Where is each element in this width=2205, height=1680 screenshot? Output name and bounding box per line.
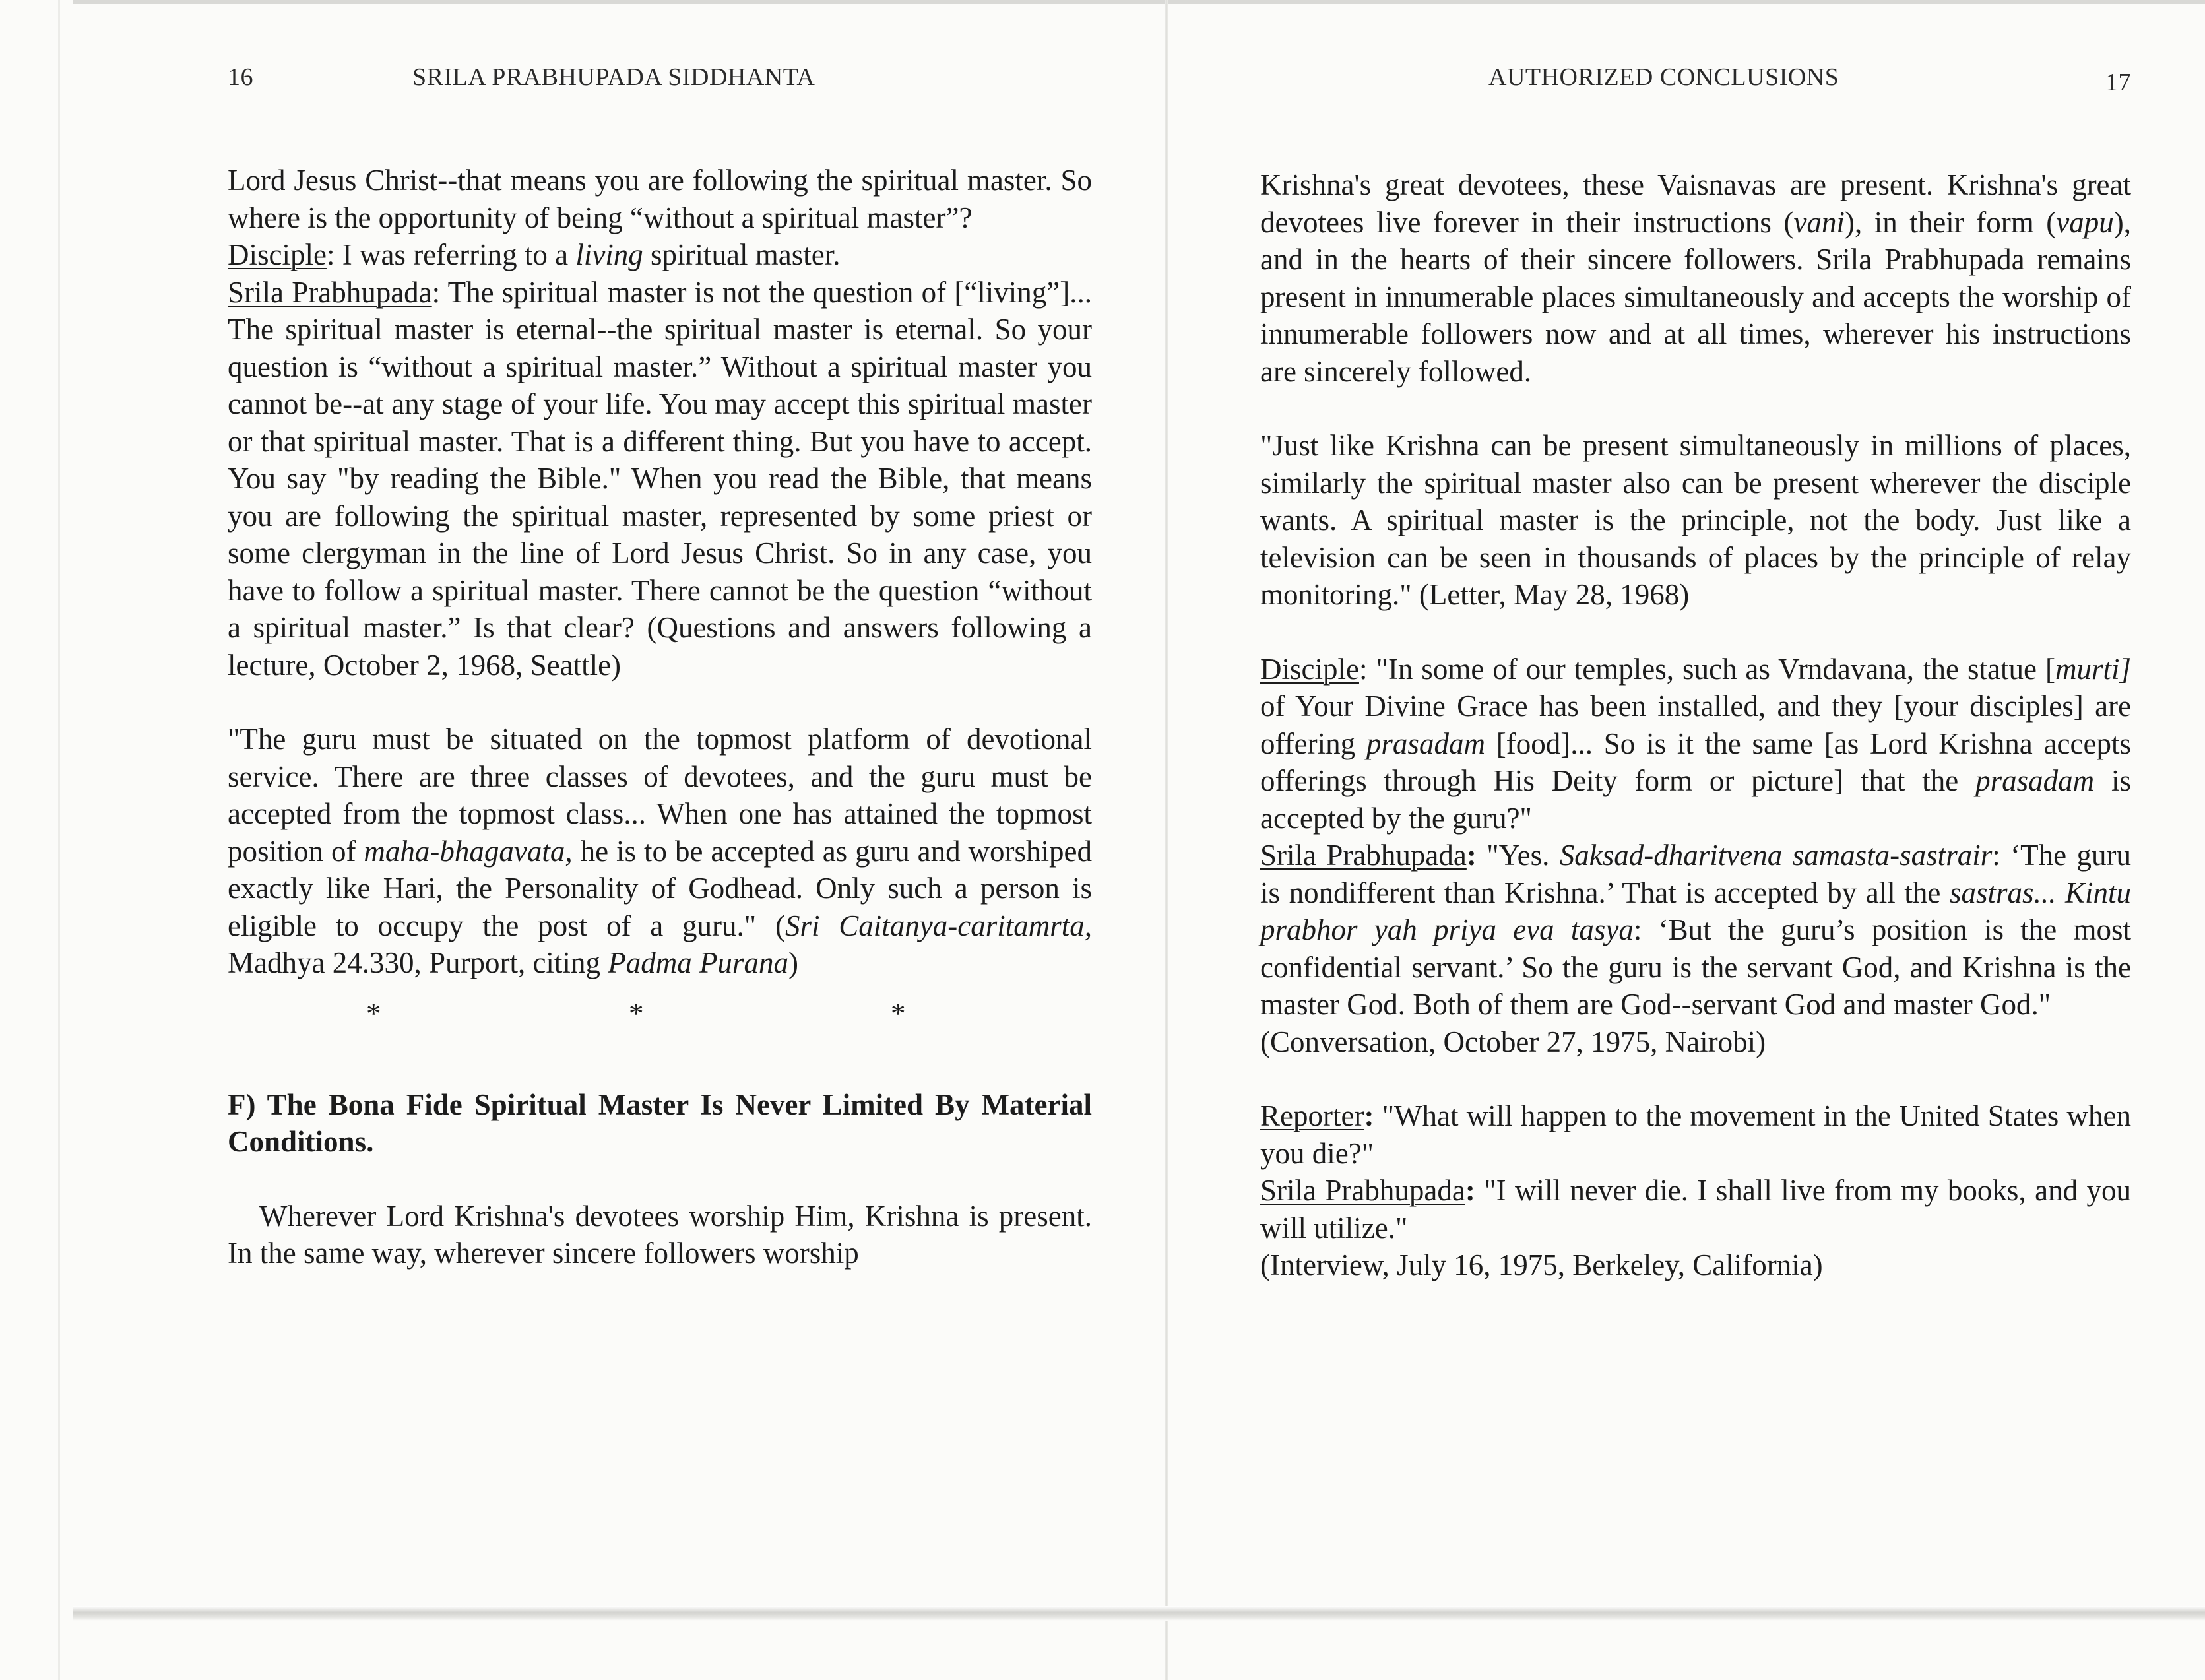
citation: (Interview, July 16, 1975, Berkeley, California) <box>1260 1248 1823 1281</box>
separator-star: * <box>629 996 644 1030</box>
running-title: AUTHORIZED CONCLUSIONS <box>1488 63 1839 91</box>
speaker-label: Srila Prabhupada <box>228 275 432 309</box>
right-page-body <box>1260 166 2131 1284</box>
running-title: SRILA PRABHUPADA SIDDHANTA <box>412 63 815 91</box>
paragraph: Krishna's great devotees, these Vaisnavas are present. Krishna's great devotees live forever in their instructions (vani), in their form (vapu), and in the hearts of their sincere followers. Srila Prabhupada remains present in innumerable places simultaneously and accepts the worship of innumerable followers now and at all times, wherever his instructions are sincerely followed. <box>1260 168 2131 388</box>
quotation-paragraph: "The guru must be situated on the topmost platform of devotional service. There are three classes of devotees, and the guru must be accepted from the topmost class... When one has attained the topmost position of maha-bhagavata, he is to be accepted as guru and worshiped exactly like Hari, the Personality of Godhead. Only such a person is eligible to occupy the post of a guru." (Sri Caitanya-caritamrta, Madhya 24.330, Purport, citing Padma Purana) <box>228 723 1092 979</box>
paragraph: Lord Jesus Christ--that means you are following the spiritual master. So where is the opportunity of being “without a spiritual master”? <box>228 164 1092 234</box>
page-number: 17 <box>2105 69 2131 96</box>
speaker-label: Srila Prabhupada <box>1260 839 1467 872</box>
speaker-label: Srila Prabhupada <box>1260 1174 1465 1207</box>
prabhupada-answer: Srila Prabhupada: The spiritual master is not the question of [“living”]... The spiritual master is eternal--the spiritual master is eternal. So your question is “without a spiritual master.” Without a spiritual master you cannot be--at any stage of your life. You may accept this spiritual master or that spiritual master. That is a different thing. But you have to accept. You say "by reading the Bible." When you read the Bible, that means you are following the spiritual master, represented by some priest or some clergyman in the line of Lord Jesus Christ. So in any case, you have to follow a spiritual master. There cannot be the question “without a spiritual master.” Is that clear? (Questions and answers following a lecture, October 2, 1968, Seattle) <box>228 275 1092 682</box>
bottom-edge-shadow <box>73 1606 2205 1621</box>
book-gutter <box>1165 0 1168 1680</box>
prabhupada-answer: Srila Prabhupada: "I will never die. I shall live from my books, and you will utilize." <box>1260 1174 2132 1244</box>
left-running-head <box>228 63 1092 102</box>
disciple-question: Disciple: "In some of our temples, such as Vrndavana, the statue [murti] of Your Divine Grace has been installed, and they [your disciples] are offering prasadam [food]... So is it the same [as Lord Krishna accepts offerings through His Deity form or picture] that the prasadam is accepted by the guru?" <box>1260 652 2131 835</box>
top-edge-shadow <box>73 0 2205 4</box>
section-separator <box>228 982 1092 1054</box>
page-number: 16 <box>228 63 253 91</box>
disciple-line: Disciple: I was referring to a living spiritual master. <box>228 238 841 271</box>
paragraph: Wherever Lord Krishna's devotees worship Him, Krishna is present. In the same way, wherever sincere followers worship <box>228 1199 1092 1270</box>
quotation-paragraph: "Just like Krishna can be present simultaneously in millions of places, similarly the spiritual master also can be present wherever the disciple wants. A spiritual master is the principle, not the body. Just like a television can be seen in thousands of places by the principle of relay monitoring." (Letter, May 28, 1968) <box>1260 429 2131 611</box>
left-page-body <box>228 162 1092 1272</box>
speaker-label: Disciple <box>1260 652 1359 686</box>
right-running-head <box>1260 63 2131 102</box>
left-edge-shadow <box>58 0 60 1680</box>
speaker-label: Reporter <box>1260 1099 1364 1132</box>
prabhupada-answer: Srila Prabhupada: "Yes. Saksad-dharitvena samasta-sastrair: ‘The guru is nondifferent than Krishna.’ That is accepted by all the sastras... Kintu prabhor yah priya eva tasya: ‘But the guru’s position is the most confidential servant.’ So the guru is the servant God, and Krishna is the master God. Both of them are God--servant God and master God." <box>1260 839 2131 1021</box>
citation: (Conversation, October 27, 1975, Nairobi) <box>1260 1025 1766 1058</box>
separator-star: * <box>366 996 381 1030</box>
speaker-label: Disciple <box>228 238 327 271</box>
section-heading: F) The Bona Fide Spiritual Master Is Never Limited By Material Conditions. <box>228 1087 1092 1158</box>
reporter-question: Reporter: "What will happen to the movement in the United States when you die?" <box>1260 1099 2131 1170</box>
separator-star: * <box>891 996 906 1030</box>
